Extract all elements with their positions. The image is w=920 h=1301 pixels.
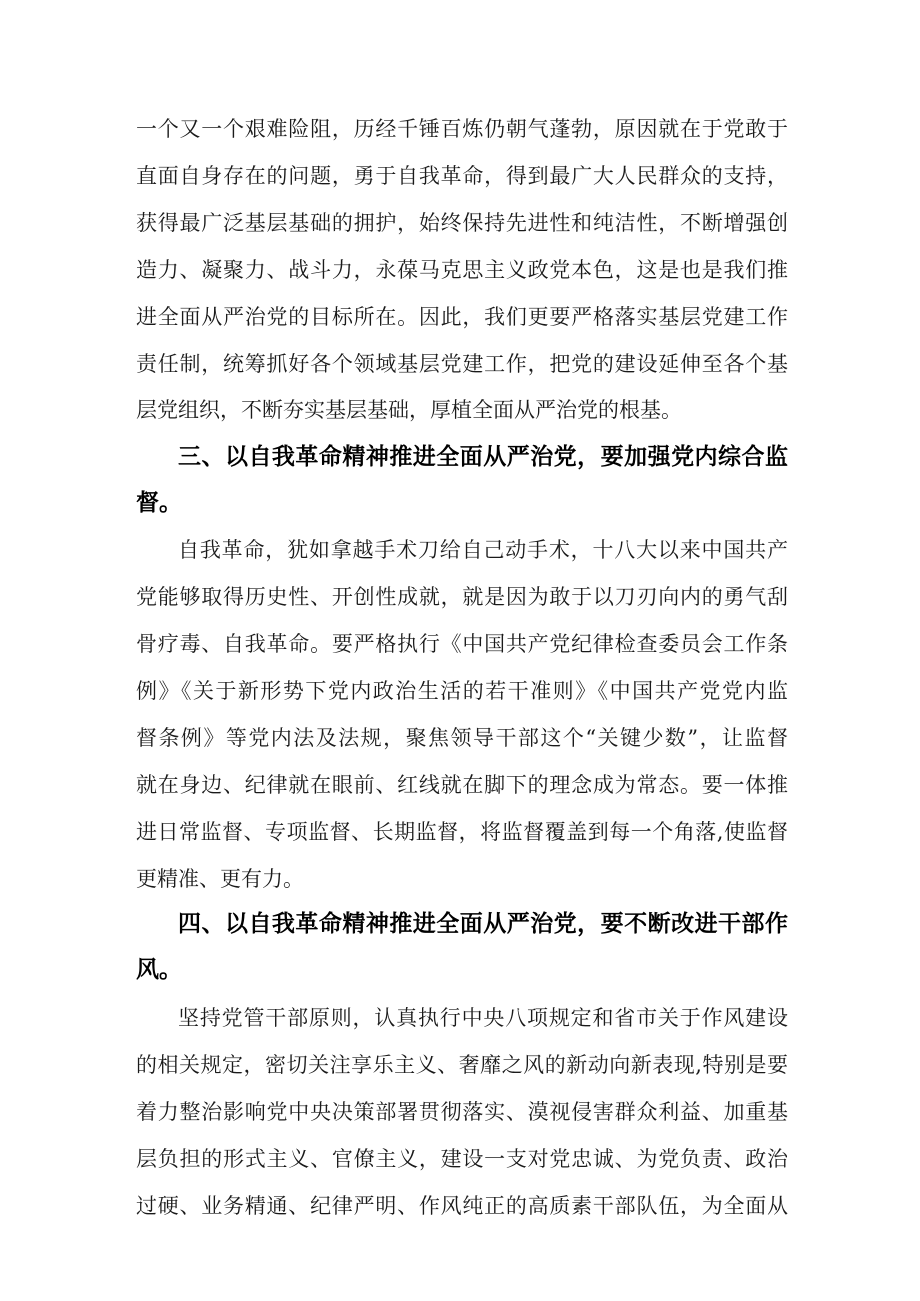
- section-heading-three: 三、以自我革命精神推进全面从严治党，要加强党内综合监: [178, 444, 788, 470]
- paragraph-line: 就在身边、纪律就在眼前、红线就在脚下的理念成为常态。要一体推: [136, 773, 788, 797]
- paragraph-line: 层负担的形式主义、官僚主义，建设一支对党忠诚、为党负责、政治: [136, 1147, 788, 1171]
- paragraph-line: 骨疗毒、自我革命。要严格执行《中国共产党纪律检查委员会工作条: [136, 632, 788, 656]
- paragraph-line: 督条例》等党内法及法规，聚焦领导干部这个“关键少数”，让监督: [136, 726, 788, 750]
- paragraph-line: 党能够取得历史性、开创性成就，就是因为敢于以刀刃向内的勇气刮: [136, 585, 788, 609]
- paragraph-line: 的相关规定，密切关注享乐主义、奢靡之风的新动向新表现,特别是要: [136, 1053, 788, 1077]
- section-heading-four-cont: 风。: [136, 957, 182, 983]
- paragraph-line: 责任制，统筹抓好各个领域基层党建工作，把党的建设延伸至各个基: [136, 352, 788, 376]
- paragraph-line: 过硬、业务精通、纪律严明、作风纯正的高质素干部队伍，为全面从: [136, 1194, 788, 1218]
- paragraph-line: 层党组织，不断夯实基层基础，厚植全面从严治党的根基。: [136, 398, 682, 422]
- paragraph-line: 坚持党管干部原则，认真执行中央八项规定和省市关于作风建设: [178, 1006, 788, 1030]
- paragraph-line: 直面自身存在的问题，勇于自我革命，得到最广大人民群众的支持，: [136, 164, 788, 188]
- paragraph-line: 获得最广泛基层基础的拥护，始终保持先进性和纯洁性，不断增强创: [136, 211, 788, 235]
- paragraph-line: 例》《关于新形势下党内政治生活的若干准则》《中国共产党党内监: [136, 679, 788, 703]
- paragraph-line: 更精准、更有力。: [136, 867, 304, 891]
- section-heading-three-cont: 督。: [136, 490, 182, 516]
- paragraph-line: 进日常监督、专项监督、长期监督，将监督覆盖到每一个角落,使监督: [136, 820, 788, 844]
- section-heading-four: 四、以自我革命精神推进全面从严治党，要不断改进干部作: [178, 911, 788, 937]
- paragraph-line: 进全面从严治党的目标所在。因此，我们更要严格落实基层党建工作: [136, 305, 788, 329]
- paragraph-line: 一个又一个艰难险阻，历经千锤百炼仍朝气蓬勃，原因就在于党敢于: [136, 117, 788, 141]
- paragraph-line: 着力整治影响党中央决策部署贯彻落实、漠视侵害群众利益、加重基: [136, 1100, 788, 1124]
- paragraph-line: 造力、凝聚力、战斗力，永葆马克思主义政党本色，这是也是我们推: [136, 258, 788, 282]
- paragraph-line: 自我革命，犹如拿越手术刀给自己动手术，十八大以来中国共产: [178, 538, 788, 562]
